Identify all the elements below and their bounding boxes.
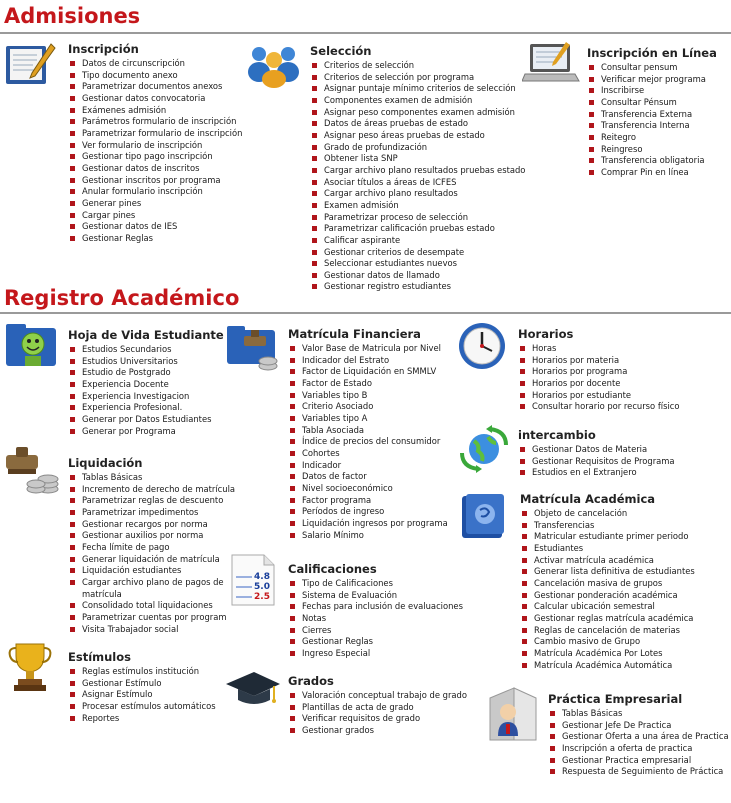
menu-link[interactable]: Generar pines (68, 198, 242, 210)
menu-link[interactable]: Parámetros formulario de inscripción (68, 116, 242, 128)
block-intercambio (518, 428, 675, 479)
menu-link[interactable]: Factor de Liquidación en SMMLV (288, 366, 448, 378)
menu-link[interactable]: Parametrizar calificación pruebas estado (310, 223, 525, 235)
menu-link[interactable]: Gestionar reglas matrícula académica (520, 613, 695, 625)
menu-link[interactable]: Seleccionar estudiantes nuevos (310, 258, 525, 270)
menu-link[interactable]: Parametrizar impedimentos (68, 507, 235, 519)
block-calificaciones (288, 562, 463, 660)
section-divider (0, 312, 731, 314)
menu-link[interactable]: Valoración conceptual trabajo de grado (288, 690, 467, 702)
menu-link[interactable]: Componentes examen de admisión (310, 95, 525, 107)
menu-link[interactable]: Verificar requisitos de grado (288, 713, 467, 725)
menu-link[interactable]: Objeto de cancelación (520, 508, 695, 520)
menu-list (548, 708, 729, 778)
block-matricula-financiera (288, 327, 448, 541)
menu-link[interactable]: Tablas Básicas (68, 472, 235, 484)
menu-link[interactable]: Parametrizar proceso de selección (310, 212, 525, 224)
menu-link[interactable]: Obtener lista SNP (310, 153, 525, 165)
menu-link[interactable]: Exámenes admisión (68, 105, 242, 117)
menu-link[interactable]: Factor de Estado (288, 378, 448, 390)
menu-link[interactable]: Liquidación ingresos por programa (288, 518, 448, 530)
menu-link[interactable]: Períodos de ingreso (288, 506, 448, 518)
menu-link[interactable]: Parametrizar documentos anexos (68, 81, 242, 93)
menu-link[interactable]: Consolidado total liquidaciones (68, 600, 235, 612)
menu-link[interactable]: Visita Trabajador social (68, 624, 235, 636)
stamp-coins-icon (4, 445, 64, 495)
block-title: Hoja de Vida Estudiante (68, 328, 224, 342)
menu-list (310, 60, 525, 293)
menu-link[interactable]: Cierres (288, 625, 463, 637)
student-folder-icon (3, 320, 61, 372)
menu-link[interactable]: Asignar peso áreas pruebas de estado (310, 130, 525, 142)
menu-link[interactable]: Fechas para inclusión de evaluaciones (288, 601, 463, 613)
menu-link[interactable]: Inscripción a oferta de practica (548, 743, 729, 755)
menu-link[interactable]: Tabla Asociada (288, 425, 448, 437)
menu-link[interactable]: Parametrizar reglas de descuento (68, 495, 235, 507)
menu-link[interactable]: Valor Base de Matricula por Nivel (288, 343, 448, 355)
menu-link[interactable]: Gestionar registro estudiantes (310, 281, 525, 293)
menu-link[interactable]: Tipo de Calificaciones (288, 578, 463, 590)
menu-link[interactable]: Cargar archivo plano de pagos de matrícula (68, 577, 232, 600)
menu-link[interactable]: Matrícula Académica Automática (520, 660, 695, 672)
menu-link[interactable]: Parametrizar formulario de inscripción (68, 128, 242, 140)
menu-link[interactable]: Nivel socioeconómico (288, 483, 448, 495)
menu-link[interactable]: Cargar archivo plano resultados (310, 188, 525, 200)
menu-link[interactable]: Tipo documento anexo (68, 70, 242, 82)
menu-link[interactable]: Ingreso Especial (288, 648, 463, 660)
menu-list (518, 343, 680, 413)
menu-link[interactable]: Cargar pines (68, 210, 242, 222)
block-inscripcion (68, 42, 242, 245)
menu-link[interactable]: Notas (288, 613, 463, 625)
menu-list (68, 58, 242, 245)
menu-link[interactable]: Experiencia Profesional. (68, 402, 224, 414)
block-estimulos (68, 650, 216, 724)
menu-link[interactable]: Consultar horario por recurso físico (518, 401, 680, 413)
menu-link[interactable]: Liquidación estudiantes (68, 565, 235, 577)
block-liquidacion (68, 456, 235, 635)
menu-list (68, 472, 235, 635)
menu-link[interactable]: Criterio Asociado (288, 401, 448, 413)
section-title-registro-academico: Registro Académico (4, 286, 240, 310)
menu-link[interactable]: Gestionar Reglas (288, 636, 463, 648)
block-seleccion (310, 44, 525, 293)
menu-link[interactable]: Criterios de selección por programa (310, 72, 525, 84)
block-inscripcion-en-linea (587, 46, 717, 179)
menu-link[interactable]: Gestionar tipo pago inscripción (68, 151, 242, 163)
globe-exchange-icon (456, 425, 512, 473)
menu-link[interactable]: Experiencia Docente (68, 379, 224, 391)
menu-link[interactable]: Horas (518, 343, 680, 355)
menu-link[interactable]: Gestionar inscritos por programa (68, 175, 242, 187)
menu-link[interactable]: Transferencia Interna (587, 120, 717, 132)
menu-link[interactable]: Plantillas de acta de grado (288, 702, 467, 714)
menu-link[interactable]: Examen admisión (310, 200, 525, 212)
menu-link[interactable]: Procesar estímulos automáticos (68, 701, 216, 713)
menu-link[interactable]: Gestionar grados (288, 725, 467, 737)
menu-link[interactable]: Respuesta de Seguimiento de Práctica (548, 766, 729, 778)
block-practica-empresarial (548, 692, 729, 778)
menu-link[interactable]: Reglas estímulos institución (68, 666, 216, 678)
menu-link[interactable]: Gestionar Practica empresarial (548, 755, 729, 767)
block-title: Selección (310, 44, 372, 58)
menu-link[interactable]: Matrícula Académica Por Lotes (520, 648, 695, 660)
block-title: Grados (288, 674, 334, 688)
section-divider (0, 32, 731, 34)
menu-link[interactable]: Horarios por docente (518, 378, 680, 390)
menu-link[interactable]: Cancelación masiva de grupos (520, 578, 695, 590)
menu-link[interactable]: Asociar títulos a áreas de ICFES (310, 177, 525, 189)
menu-link[interactable]: Ver formulario de inscripción (68, 140, 242, 152)
menu-link[interactable]: Activar matrícula académica (520, 555, 695, 567)
graduation-cap-icon (224, 664, 282, 710)
menu-link[interactable]: Fecha límite de pago (68, 542, 235, 554)
menu-link[interactable]: Datos de factor (288, 471, 448, 483)
menu-link[interactable]: Gestionar Jefe De Practica (548, 720, 729, 732)
menu-link[interactable]: Salario Mínimo (288, 530, 448, 542)
block-hoja-de-vida (68, 328, 224, 437)
menu-link[interactable]: Gestionar Requisitos de Programa (518, 456, 675, 468)
menu-link[interactable]: Datos de áreas pruebas de estado (310, 118, 525, 130)
menu-link[interactable]: Índice de precios del consumidor (288, 436, 448, 448)
menu-link[interactable]: Indicador (288, 460, 448, 472)
menu-link[interactable]: Factor programa (288, 495, 448, 507)
menu-list (288, 343, 448, 541)
menu-link[interactable]: Anular formulario inscripción (68, 186, 242, 198)
menu-link[interactable]: Generar por Datos Estudiantes (68, 414, 224, 426)
menu-link[interactable]: Cambio masivo de Grupo (520, 636, 695, 648)
menu-link[interactable]: Variables tipo A (288, 413, 448, 425)
menu-link[interactable]: Transferencia obligatoria (587, 155, 717, 167)
menu-link[interactable]: Gestionar datos de llamado (310, 270, 525, 282)
menu-link[interactable]: Generar por Programa (68, 426, 224, 438)
menu-link[interactable]: Consultar pensum (587, 62, 717, 74)
menu-link[interactable]: Estudios Secundarios (68, 344, 224, 356)
notepad-icon (3, 40, 59, 88)
menu-link[interactable]: Sistema de Evaluación (288, 590, 463, 602)
menu-link[interactable]: Horarios por estudiante (518, 390, 680, 402)
menu-link[interactable]: Inscribirse (587, 85, 717, 97)
grade-value: 4.8 (254, 572, 270, 582)
menu-link[interactable]: Reportes (68, 713, 216, 725)
grade-value: 2.5 (254, 592, 270, 602)
menu-link[interactable]: Gestionar datos de IES (68, 221, 242, 233)
menu-link[interactable]: Estudio de Postgrado (68, 367, 224, 379)
menu-link[interactable]: Cargar archivo plano resultados pruebas estado (310, 165, 525, 177)
menu-link[interactable]: Gestionar recargos por norma (68, 519, 235, 531)
section-title-admisiones: Admisiones (4, 4, 141, 28)
block-matricula-academica (520, 492, 695, 671)
menu-link[interactable]: Gestionar Oferta a una área de Practica (548, 731, 729, 743)
grade-value: 5.0 (254, 582, 270, 592)
menu-link[interactable]: Gestionar criterios de desempate (310, 247, 525, 259)
menu-link[interactable]: Reglas de cancelación de materias (520, 625, 695, 637)
block-grados (288, 674, 467, 737)
menu-list (518, 444, 675, 479)
menu-link[interactable]: Grado de profundización (310, 142, 525, 154)
academic-folder-icon (456, 490, 512, 542)
menu-link[interactable]: Reingreso (587, 144, 717, 156)
trophy-icon (6, 640, 54, 694)
block-title: Matrícula Financiera (288, 327, 421, 341)
menu-link[interactable]: Transferencia Externa (587, 109, 717, 121)
menu-link[interactable]: Reitegro (587, 132, 717, 144)
menu-link[interactable]: Parametrizar cuentas por program (68, 612, 235, 624)
menu-link[interactable]: Calcular ubicación semestral (520, 601, 695, 613)
block-title: Estímulos (68, 650, 131, 664)
menu-link[interactable]: Incremento de derecho de matrícula (68, 484, 235, 496)
menu-link[interactable]: Criterios de selección (310, 60, 525, 72)
menu-list (587, 62, 717, 179)
menu-link[interactable]: Experiencia Investigacion (68, 391, 224, 403)
menu-link[interactable]: Asignar peso componentes examen admisión (310, 107, 525, 119)
menu-link[interactable]: Gestionar datos convocatoria (68, 93, 242, 105)
menu-link[interactable]: Horarios por materia (518, 355, 680, 367)
menu-link[interactable]: Asignar puntaje mínimo criterios de selección (310, 83, 525, 95)
menu-link[interactable]: Gestionar ponderación académica (520, 590, 695, 602)
block-title: Horarios (518, 327, 574, 341)
menu-link[interactable]: Consultar Pénsum (587, 97, 717, 109)
menu-link[interactable]: Estudiantes (520, 543, 695, 555)
grade-sheet-icon (230, 553, 276, 607)
menu-link[interactable]: Gestionar Reglas (68, 233, 242, 245)
menu-link[interactable]: Tablas Básicas (548, 708, 729, 720)
menu-list (288, 690, 467, 737)
finance-folder-icon (224, 322, 282, 372)
menu-link[interactable]: Estudios Universitarios (68, 356, 224, 368)
menu-link[interactable]: Gestionar Datos de Materia (518, 444, 675, 456)
people-icon (246, 40, 304, 88)
menu-link[interactable]: Indicador del Estrato (288, 355, 448, 367)
menu-link[interactable]: Asignar Estímulo (68, 689, 216, 701)
block-title: Práctica Empresarial (548, 692, 683, 706)
menu-link[interactable]: Generar lista definitiva de estudiantes (520, 566, 695, 578)
menu-list (288, 578, 463, 660)
menu-link[interactable]: Estudios en el Extranjero (518, 467, 675, 479)
menu-link[interactable]: Gestionar Estímulo (68, 678, 216, 690)
menu-list (520, 508, 695, 671)
menu-link[interactable]: Gestionar datos de inscritos (68, 163, 242, 175)
block-horarios (518, 327, 680, 413)
menu-link[interactable]: Generar liquidación de matrícula (68, 554, 235, 566)
laptop-icon (522, 40, 580, 86)
block-title: Inscripción en Línea (587, 46, 717, 60)
menu-link[interactable]: Calificar aspirante (310, 235, 525, 247)
block-title: Liquidación (68, 456, 143, 470)
menu-link[interactable]: Datos de circunscripción (68, 58, 242, 70)
menu-list (68, 666, 216, 724)
block-title: intercambio (518, 428, 596, 442)
menu-link[interactable]: Verificar mejor programa (587, 74, 717, 86)
menu-list (68, 344, 224, 437)
business-person-icon (486, 686, 542, 742)
menu-link[interactable]: Horarios por programa (518, 366, 680, 378)
clock-icon (455, 320, 511, 372)
block-title: Matrícula Académica (520, 492, 656, 506)
block-title: Calificaciones (288, 562, 377, 576)
menu-link[interactable]: Cohortes (288, 448, 448, 460)
menu-link[interactable]: Comprar Pin en línea (587, 167, 717, 179)
menu-link[interactable]: Gestionar auxilios por norma (68, 530, 235, 542)
block-title: Inscripción (68, 42, 139, 56)
menu-link[interactable]: Variables tipo B (288, 390, 448, 402)
menu-link[interactable]: Matricular estudiante primer periodo (520, 531, 695, 543)
menu-link[interactable]: Transferencias (520, 520, 695, 532)
